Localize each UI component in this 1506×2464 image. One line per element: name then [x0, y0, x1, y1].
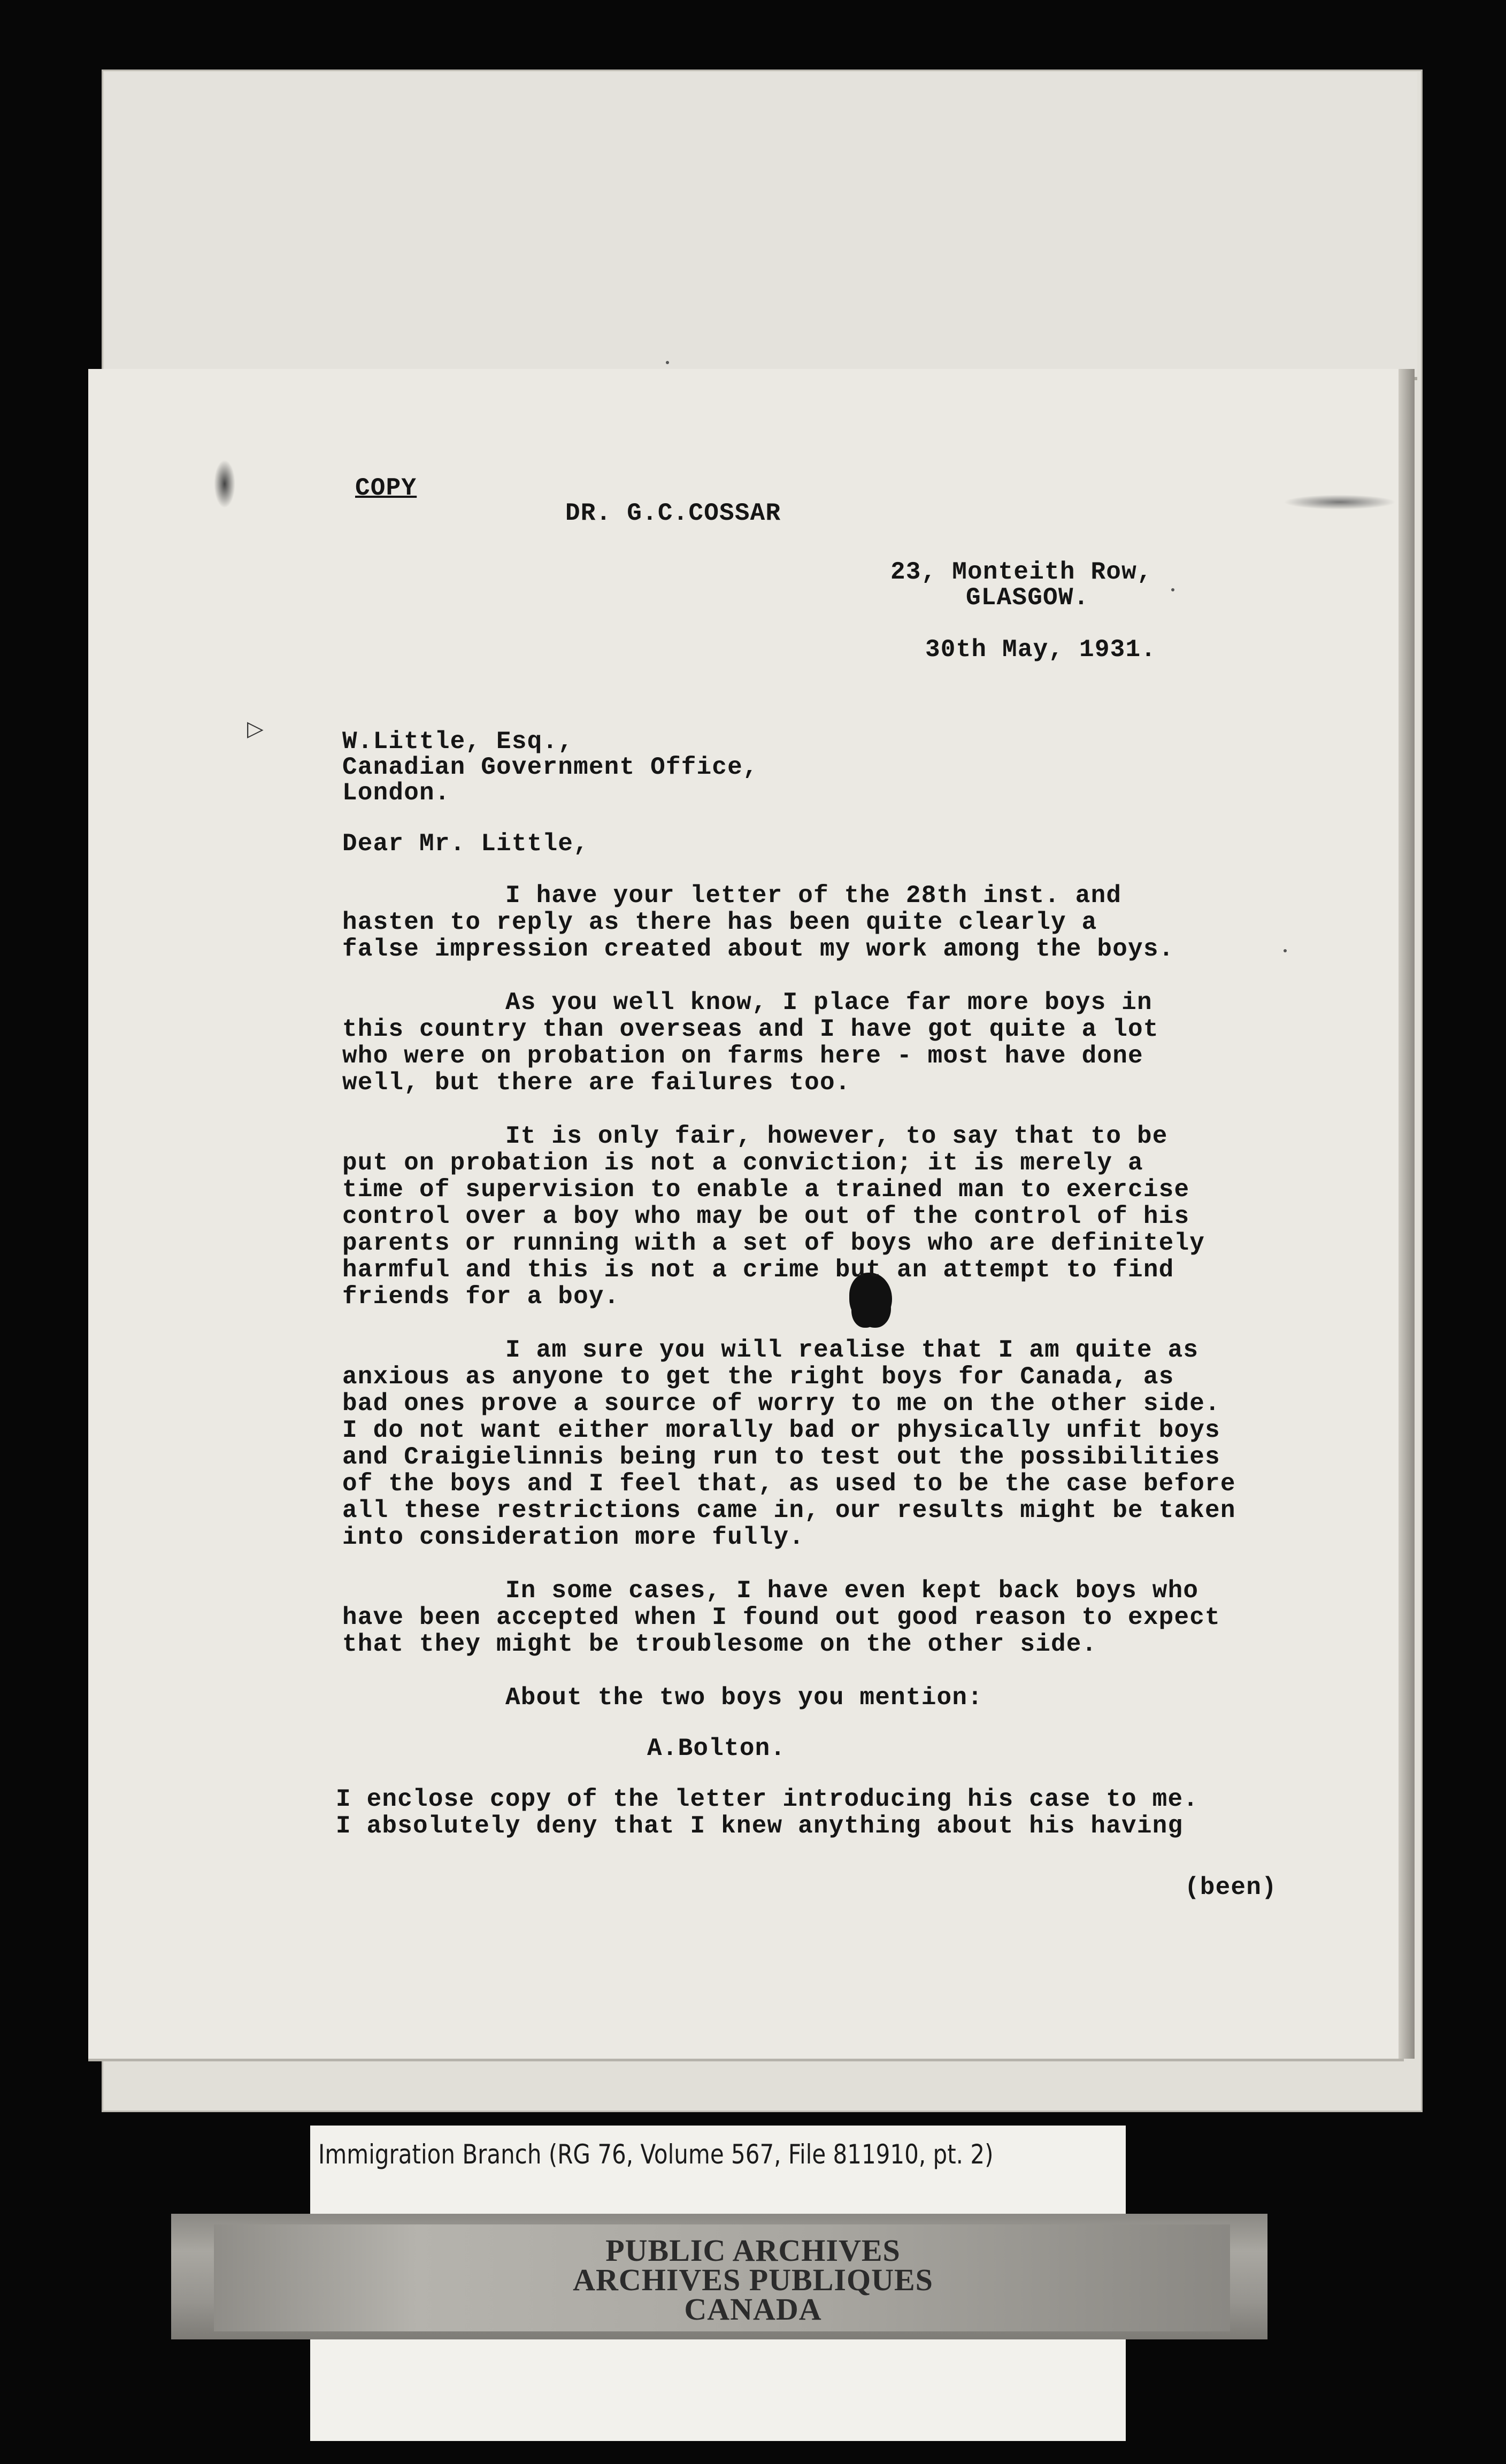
paragraph-line: all these restrictions came in, our results might be taken [342, 1497, 1236, 1524]
paragraph-line: I have your letter of the 28th inst. and [505, 882, 1122, 910]
stamp-line: ARCHIVES PUBLIQUES [573, 2262, 933, 2297]
address-line-2: GLASGOW. [966, 584, 1089, 612]
page-edge-shadow [1399, 369, 1415, 2059]
paragraph-line: this country than overseas and I have got quite a lot [342, 1015, 1159, 1043]
stamp-line: CANADA [684, 2292, 822, 2327]
pencil-mark-icon: ▷ [247, 717, 264, 741]
paragraph-line: About the two boys you mention: [505, 1684, 983, 1712]
letter-date: 30th May, 1931. [925, 636, 1157, 664]
paragraph-line: put on probation is not a conviction; it is merely a [342, 1149, 1143, 1177]
paragraph-line: In some cases, I have even kept back boys who [505, 1577, 1199, 1605]
paragraph-line: As you well know, I place far more boys in [505, 989, 1152, 1017]
paragraph-line: I am sure you will realise that I am quite as [505, 1336, 1199, 1364]
paper-speck [666, 361, 669, 364]
archive-reference-text: Immigration Branch (RG 76, Volume 567, File 811910, pt. 2) [318, 2139, 994, 2170]
subheading: A.Bolton. [647, 1735, 786, 1762]
paragraph-line: hasten to reply as there has been quite clearly a [342, 908, 1097, 936]
recipient-line: Canadian Government Office, [342, 753, 758, 781]
paragraph-line: control over a boy who may be out of the control of his [342, 1203, 1190, 1230]
copy-label: COPY [355, 474, 417, 502]
paragraph-line: and Craigielinnis being run to test out the possibilities [342, 1443, 1220, 1471]
paragraph-line: who were on probation on farms here - most have done [342, 1042, 1143, 1070]
paragraph-line: parents or running with a set of boys who are definitely [342, 1229, 1205, 1257]
paragraph-line: harmful and this is not a crime but an attempt to find [342, 1256, 1174, 1284]
ink-smudge [1284, 495, 1396, 510]
paragraph-line: It is only fair, however, to say that to be [505, 1122, 1168, 1150]
paragraph-line: time of supervision to enable a trained man to exercise [342, 1176, 1190, 1204]
catchword: (been) [1185, 1874, 1277, 1901]
closing-line: I absolutely deny that I knew anything about his having [336, 1812, 1184, 1840]
paper-speck [1171, 588, 1174, 591]
paragraph-line: of the boys and I feel that, as used to be the case before [342, 1470, 1236, 1498]
recipient-line: London. [342, 779, 450, 807]
paragraph-line: well, but there are failures too. [342, 1069, 851, 1097]
closing-line: I enclose copy of the letter introducing his case to me. [336, 1785, 1199, 1813]
paper-speck [1284, 949, 1287, 952]
paragraph-line: false impression created about my work among the boys. [342, 935, 1174, 963]
paragraph-line: I do not want either morally bad or physically unfit boys [342, 1416, 1220, 1444]
address-line-1: 23, Monteith Row, [890, 558, 1152, 586]
salutation: Dear Mr. Little, [342, 830, 589, 858]
paragraph-line: that they might be troublesome on the other side. [342, 1630, 1097, 1658]
ink-smudge [214, 460, 235, 508]
paragraph-line: anxious as anyone to get the right boys for Canada, as [342, 1363, 1174, 1391]
recipient-line: W.Little, Esq., [342, 728, 574, 756]
top-sheet-strip [104, 72, 1417, 380]
paragraph-line: have been accepted when I found out good reason to expect [342, 1604, 1220, 1631]
paragraph-line: bad ones prove a source of worry to me on the other side. [342, 1390, 1220, 1418]
paragraph-line: friends for a boy. [342, 1283, 620, 1311]
sender-name: DR. G.C.COSSAR [565, 499, 781, 527]
stamp-line: PUBLIC ARCHIVES [605, 2233, 901, 2268]
paragraph-line: into consideration more fully. [342, 1523, 805, 1551]
archive-label-bottom [310, 2339, 1126, 2441]
